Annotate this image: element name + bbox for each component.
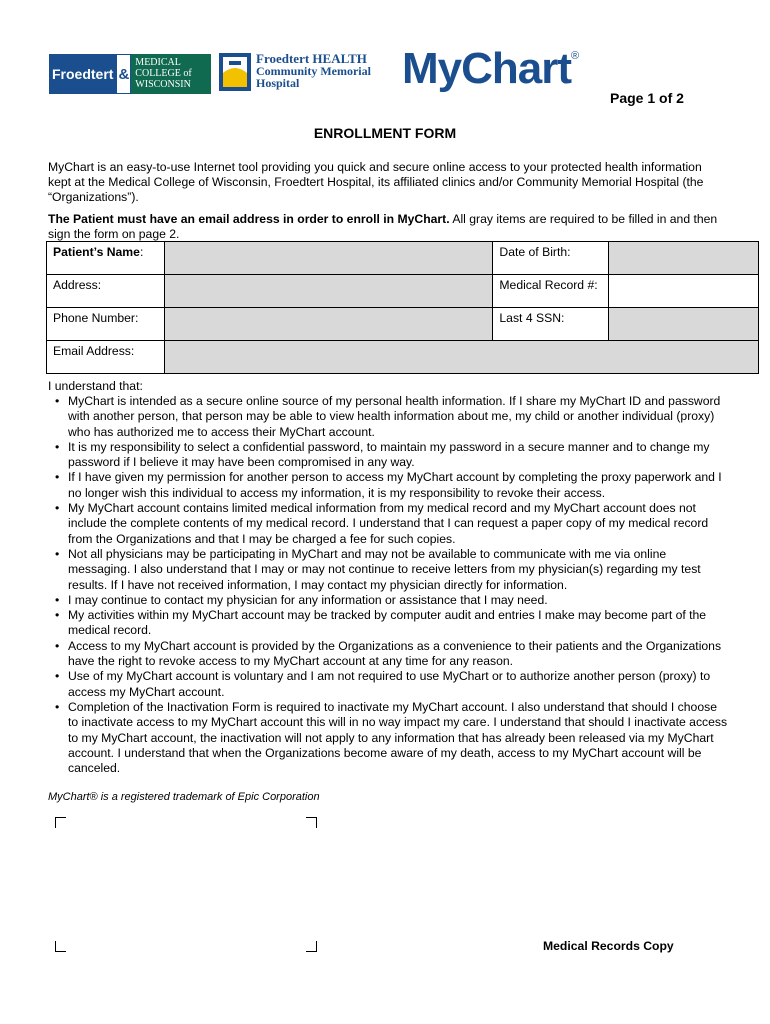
mcw-line2: COLLEGE of [135, 68, 192, 79]
bullet-icon: • [55, 592, 60, 607]
email-label: Email Address: [47, 341, 165, 374]
mrn-field[interactable] [608, 275, 758, 308]
bullet-icon: • [55, 439, 60, 454]
list-item [48, 394, 728, 440]
address-label: Address: [47, 275, 165, 308]
froedtert-logo-text: Froedtert [49, 54, 116, 94]
list-item-text: I may continue to contact my physician for any information or assistance that I may need. [68, 592, 548, 607]
list-item [48, 470, 728, 501]
bullet-icon: • [55, 394, 60, 408]
email-notice-rest: All gray items are required to be filled in and then sign the form on page 2. [48, 212, 718, 241]
list-item [48, 639, 728, 670]
list-item-text: My activities within my MyChart account may be tracked by computer audit and entries I make may become part of the medical record. [68, 608, 707, 638]
bullet-icon: • [55, 546, 60, 561]
list-item [48, 608, 728, 639]
list-item-text: Access to my MyChart account is provided by the Organizations as a convenience to their patients and the Organizations have the right to revoke access to my MyChart account at any time for any reason. [68, 638, 722, 669]
list-item-text: Completion of the Inactivation Form is required to inactivate my MyChart account. I also understand that should I choose to inactivate access to my MyChart account this will in no way impact my care. I understand that should I inactivate access to my MyChart account, the inactivation will not apply to any information that has already been released via my MyChart account. I understand that when the Organizations become aware of my death, access to my MyChart account will be canceled. [68, 699, 728, 776]
patient-info-table [46, 241, 759, 374]
list-item [48, 440, 728, 471]
phone-label: Phone Number: [47, 308, 165, 341]
terms-list [48, 394, 728, 776]
medical-records-copy-label: Medical Records Copy [543, 939, 674, 953]
bullet-icon: • [55, 699, 60, 714]
mychart-logo-text: MyChart [402, 44, 572, 93]
mcw-line3: WISCONSIN [135, 79, 191, 90]
label-area-corner-bottom-left [55, 941, 66, 952]
phone-field[interactable] [165, 308, 493, 341]
bullet-icon: • [55, 638, 60, 653]
email-field[interactable] [165, 341, 759, 374]
health-line2: Community Memorial [256, 64, 371, 78]
health-logo-icon [219, 53, 251, 91]
dob-field[interactable] [608, 242, 758, 275]
mrn-label: Medical Record #: [493, 275, 608, 308]
list-item [48, 501, 728, 547]
bullet-icon: • [55, 501, 60, 516]
health-line3: Hospital [256, 76, 300, 90]
bullet-icon: • [55, 470, 60, 485]
logo-ampersand: & [116, 54, 131, 94]
page-number: Page 1 of 2 [610, 90, 684, 106]
registered-mark: ® [571, 50, 579, 62]
bullet-icon: • [55, 608, 60, 623]
patient-name-label-cell [47, 242, 165, 275]
list-item-text: Not all physicians may be participating in MyChart and may not be available to communicate with me via online messaging. I also understand that I may or may not continue to receive letters from my physician(s) regarding my test results. If I have not received information, I may contact my physician directly for information. [68, 546, 701, 592]
email-notice-bold: The Patient must have an email address in order to enroll in MyChart. [48, 212, 450, 226]
list-item [48, 547, 728, 593]
label-area-corner-top-left [55, 817, 66, 828]
bullet-icon: • [55, 669, 60, 684]
mcw-line1: MEDICAL [135, 57, 181, 68]
form-title: ENROLLMENT FORM [313, 125, 457, 141]
email-notice [48, 212, 728, 242]
label-area-corner-bottom-right [306, 941, 317, 952]
list-item [48, 669, 728, 700]
ssn-label: Last 4 SSN: [493, 308, 608, 341]
mcw-logo-text [131, 54, 211, 94]
list-item-text: If I have given my permission for another person to access my MyChart account by completing the proxy paperwork and I no longer wish this individual to access my information, it is my responsibility to revoke their access. [68, 470, 722, 500]
mychart-logo [402, 44, 578, 94]
patient-name-label: Patient’s Name [53, 245, 140, 259]
list-item-text: It is my responsibility to select a confidential password, to maintain my password in a secure manner and to change my password if I believe it may have been compromised in any way. [68, 439, 710, 470]
froedtert-mcw-logo [49, 54, 211, 94]
dob-label: Date of Birth: [493, 242, 608, 275]
address-field[interactable] [165, 275, 493, 308]
intro-paragraph: MyChart is an easy-to-use Internet tool providing you quick and secure online access to your protected health information kept at the Medical College of Wisconsin, Froedtert Hospital, its affiliated clinics and/or Community Memorial Hospital (the “Organizations”). [48, 160, 704, 204]
patient-name-colon: : [139, 245, 144, 259]
label-area-corner-top-right [306, 817, 317, 828]
list-item-text: Use of my MyChart account is voluntary and I am not required to use MyChart or to authorize another person (proxy) to access my MyChart account. [68, 669, 711, 699]
patient-name-field[interactable] [165, 242, 493, 275]
froedtert-health-logo [219, 53, 371, 91]
list-item-text: My MyChart account contains limited medical information from my medical record and my MyChart account does not include the complete contents of my medical record. I understand that I can request a paper copy of my medical record from the Organizations and that I may be charged a fee for such copies. [68, 501, 709, 546]
ssn-field[interactable] [608, 308, 758, 341]
trademark-note: MyChart® is a registered trademark of Epic Corporation [48, 791, 320, 803]
health-line1: Froedtert HEALTH [256, 51, 367, 66]
list-item [48, 593, 728, 608]
understand-heading: I understand that: [48, 379, 143, 393]
list-item-text: MyChart is intended as a secure online source of my personal health information. If I share my MyChart ID and password with another person, that person may be able to view health information about me, my child or another individual (proxy) who has authorized me to access their MyChart account. [68, 394, 721, 439]
list-item [48, 700, 728, 776]
